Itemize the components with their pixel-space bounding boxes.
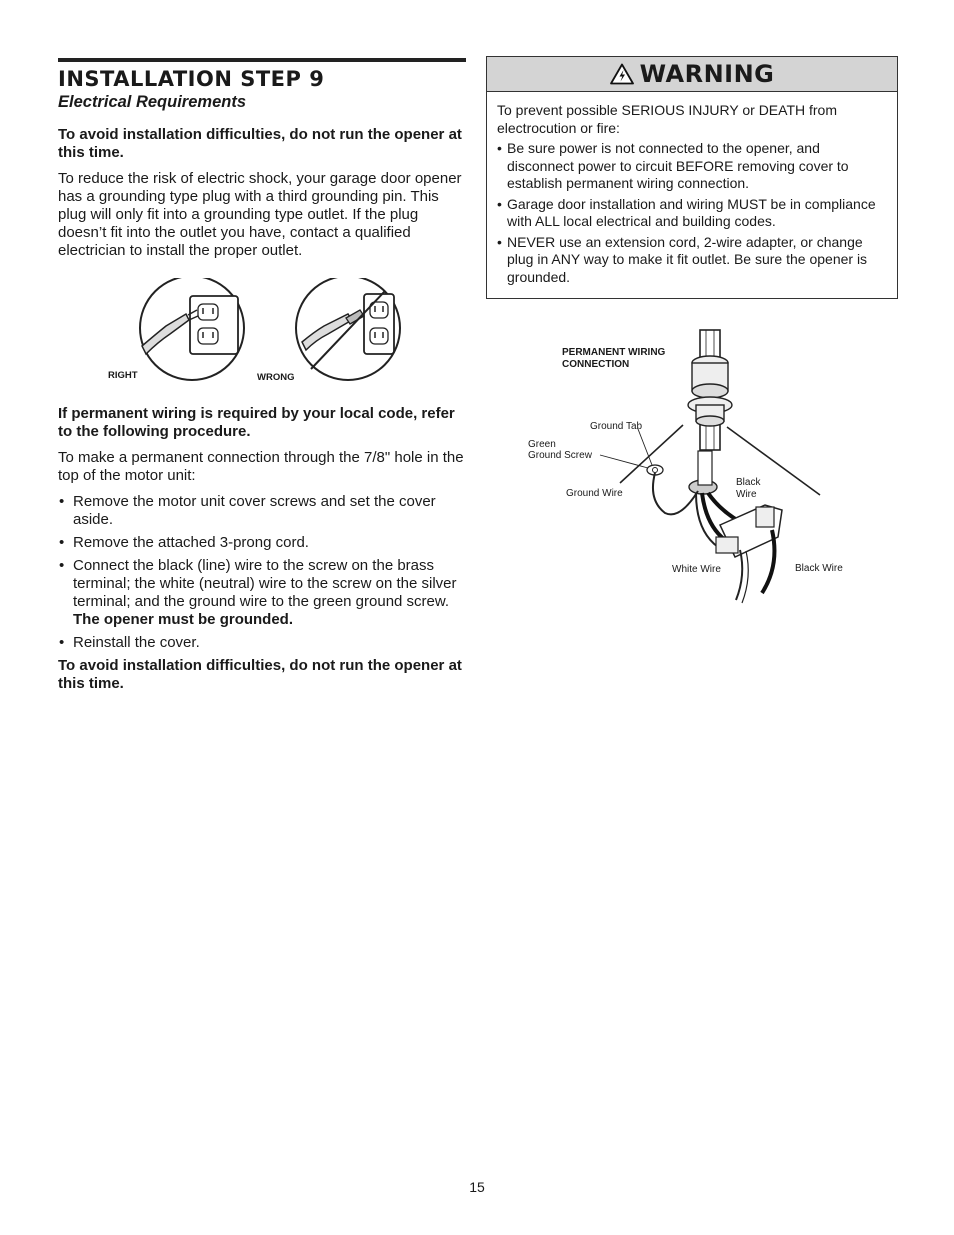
black-wire-bottom-label: Black Wire	[795, 563, 843, 574]
caution-bottom: To avoid installation difficulties, do not run the opener at this time.	[58, 657, 462, 692]
page-number: 15	[469, 1179, 485, 1195]
right-label: RIGHT	[108, 370, 138, 381]
procedure-list	[58, 493, 466, 652]
permanent-heading: If permanent wiring is required by your local code, refer to the following procedure.	[58, 405, 455, 440]
procedure-step: • Reinstall the cover.	[58, 634, 466, 652]
step3-text: Connect the black (line) wire to the screw on the brass terminal; the white (neutral) wire to the screw on the silver terminal; and the ground wire to the green ground screw.	[73, 557, 457, 610]
permanent-intro: To make a permanent connection through the 7/8" hole in the top of the motor unit:	[58, 449, 464, 484]
step3-bold: The opener must be grounded.	[73, 611, 294, 628]
right-plug-drawing	[140, 278, 244, 380]
warning-header	[487, 57, 897, 92]
ground-tab-label: Ground Tab	[590, 421, 643, 432]
green-screw-label-2: Ground Screw	[528, 450, 592, 461]
warning-intro: To prevent possible SERIOUS INJURY or DEATH from electrocution or fire:	[497, 102, 837, 136]
procedure-step: • Remove the attached 3-prong cord.	[58, 534, 466, 552]
warning-item: • NEVER use an extension cord, 2-wire adapter, or change plug in ANY way to make it fit outlet. Be sure the opener is grounded.	[497, 234, 887, 287]
warning-triangle-icon	[610, 63, 634, 85]
white-wire-label: White Wire	[672, 564, 721, 575]
black-wire-label-2: Wire	[736, 489, 757, 500]
wiring-figure	[520, 325, 900, 605]
warning-item: • Garage door installation and wiring MUST be in compliance with ALL local electrical and building codes.	[497, 196, 887, 231]
header-rule	[58, 58, 466, 62]
permanent-wiring-label-1: PERMANENT WIRING	[562, 347, 666, 358]
warning-item: • Be sure power is not connected to the opener, and disconnect power to circuit BEFORE removing cover to establish permanent wiring connection.	[497, 140, 887, 193]
step-subtitle: Electrical Requirements	[58, 93, 246, 111]
warning-body	[487, 92, 897, 298]
warning-box	[486, 56, 898, 299]
procedure-step: • Remove the motor unit cover screws and set the cover aside.	[58, 493, 466, 529]
green-screw-label-1: Green	[528, 439, 556, 450]
wrong-plug-drawing	[296, 278, 400, 380]
black-wire-label-1: Black	[736, 477, 761, 488]
plug-figure	[58, 278, 466, 393]
caution-top: To avoid installation difficulties, do not run the opener at this time.	[58, 126, 462, 161]
step-title: INSTALLATION STEP 9	[58, 67, 325, 91]
ground-wire-label: Ground Wire	[566, 488, 623, 499]
warning-title: WARNING	[639, 60, 775, 88]
wrong-label: WRONG	[257, 372, 295, 383]
intro-paragraph: To reduce the risk of electric shock, your garage door opener has a grounding type plug with a third grounding pin. This plug will only fit into a grounding type outlet. If the plug doesn’t fit into the outlet you have, contact a qualified electrician to install the proper outlet.	[58, 170, 462, 259]
left-column	[58, 58, 466, 701]
procedure-step	[58, 557, 466, 629]
warning-list	[497, 140, 887, 286]
permanent-wiring-label-2: CONNECTION	[562, 359, 630, 370]
